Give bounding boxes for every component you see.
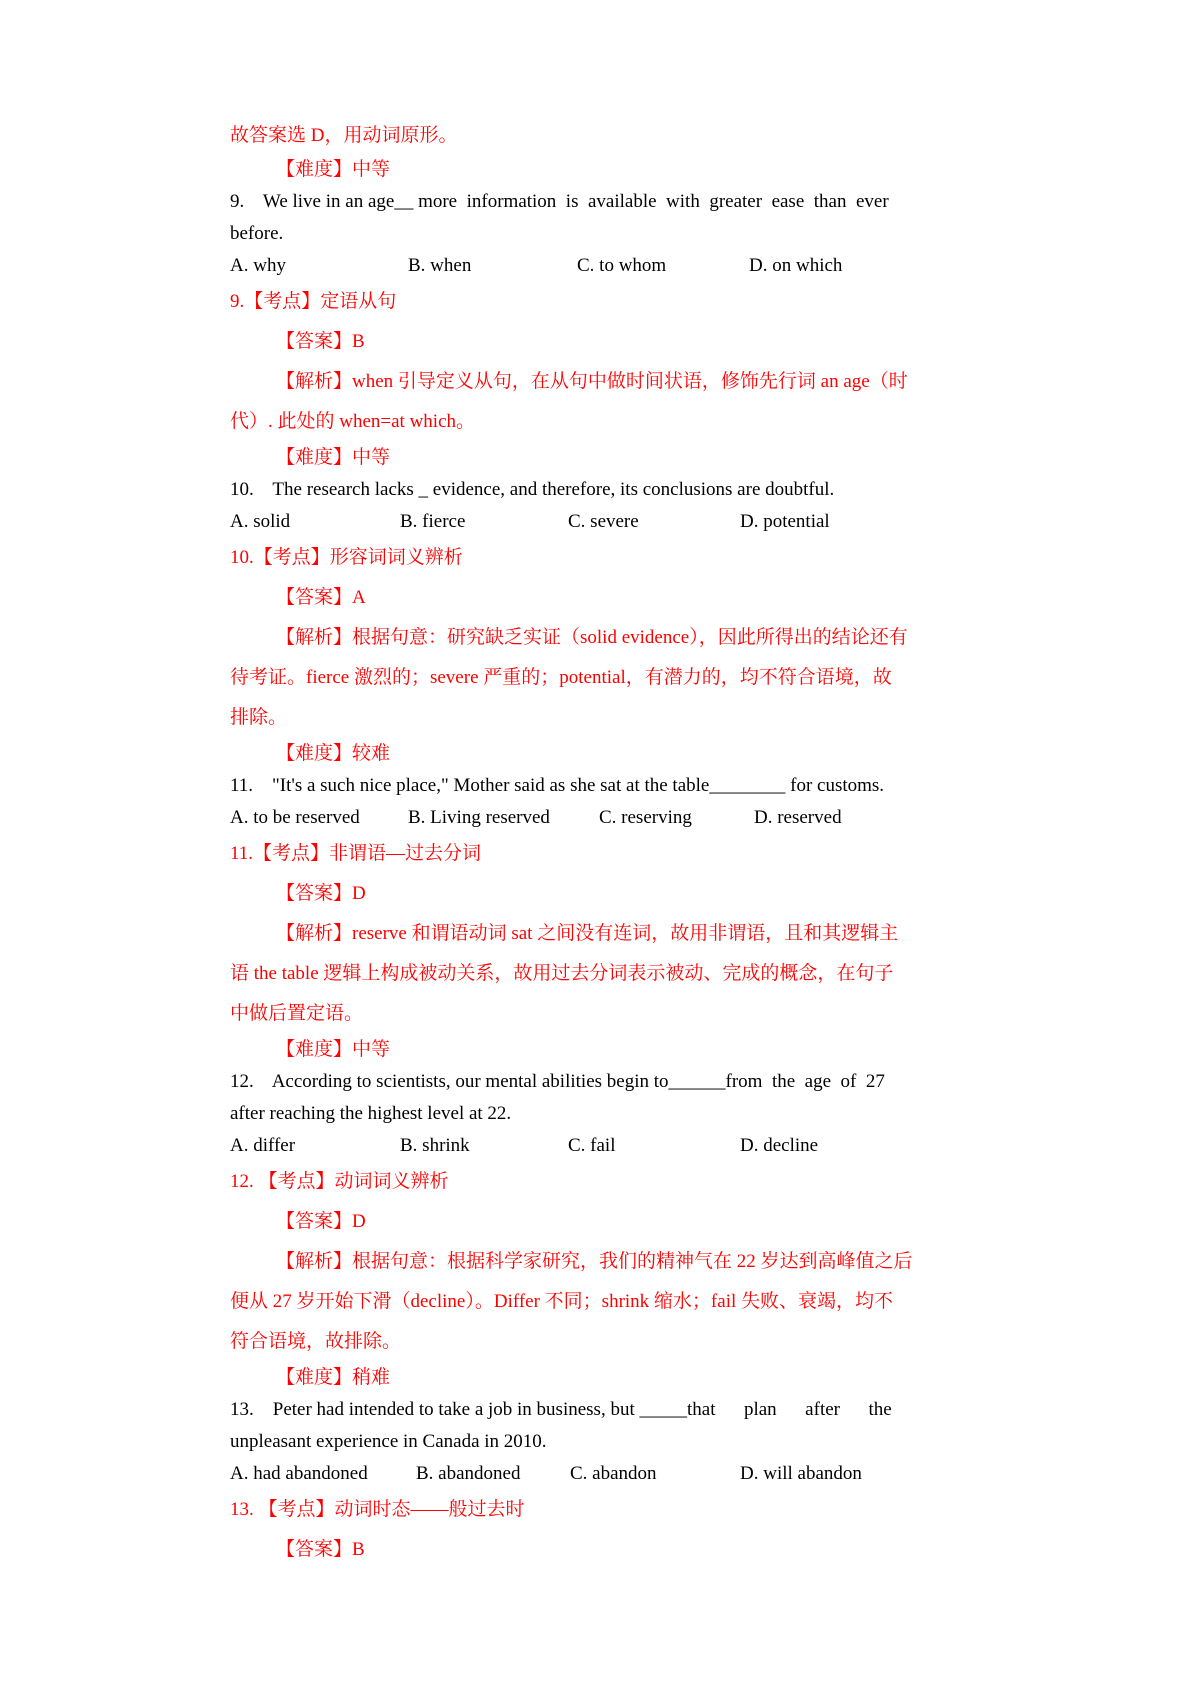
question-10-analysis: 【解析】根据句意：研究缺乏实证（solid evidence），因此所得出的结论还有 (276, 627, 908, 648)
option-b: B. shrink (400, 1135, 470, 1156)
option-d: D. potential (740, 511, 830, 532)
option-c: C. reserving (599, 807, 692, 828)
question-11-options (230, 802, 980, 834)
option-d: D. on which (749, 255, 843, 276)
option-c: C. fail (568, 1135, 616, 1156)
question-12-difficulty: 【难度】稍难 (276, 1367, 391, 1388)
question-11-difficulty: 【难度】中等 (276, 1039, 391, 1060)
question-9-text: 9. We live in an age__ more information is available with greater ease than ever (230, 191, 889, 212)
question-12-options (230, 1130, 980, 1162)
question-12-text: 12. According to scientists, our mental abilities begin to______from the age of 27 (230, 1071, 885, 1092)
question-12-analysis-end: 符合语境，故排除。 (230, 1331, 402, 1352)
question-13-point: 13. 【考点】动词时态——般过去时 (230, 1499, 525, 1520)
option-c: C. severe (568, 511, 639, 532)
option-b: B. abandoned (416, 1463, 521, 1484)
question-9-analysis: 【解析】when 引导定义从句，在从句中做时间状语，修饰先行词 an age（时 (276, 371, 908, 392)
option-c: C. abandon (570, 1463, 657, 1484)
question-10-text: 10. The research lacks _ evidence, and therefore, its conclusions are doubtful. (230, 479, 835, 500)
question-9-difficulty: 【难度】中等 (276, 447, 391, 468)
question-11-answer: 【答案】D (276, 883, 366, 904)
option-d: D. decline (740, 1135, 819, 1156)
option-d: D. will abandon (740, 1463, 862, 1484)
question-9-options (230, 250, 980, 282)
question-12-answer: 【答案】D (276, 1211, 366, 1232)
question-10-difficulty: 【难度】较难 (276, 743, 391, 764)
question-11-point: 11.【考点】非谓语—过去分词 (230, 843, 482, 864)
conclusion-text: 故答案选 D，用动词原形。 (230, 125, 458, 146)
document-page (230, 118, 980, 1570)
question-11-analysis: 【解析】reserve 和谓语动词 sat 之间没有连词，故用非谓语，且和其逻辑主 (276, 923, 899, 944)
option-a: A. to be reserved (230, 807, 360, 828)
question-12-analysis-cont: 便从 27 岁开始下滑（decline）。Differ 不同；shrink 缩水；fail 失败、衰竭，均不 (230, 1291, 893, 1312)
option-b: B. Living reserved (408, 807, 550, 828)
option-c: C. to whom (577, 255, 667, 276)
question-10-analysis-end: 排除。 (230, 707, 288, 728)
option-b: B. fierce (400, 511, 466, 532)
question-13-text-cont: unpleasant experience in Canada in 2010. (230, 1431, 547, 1452)
difficulty-label: 【难度】中等 (276, 159, 391, 180)
question-10-options (230, 506, 980, 538)
option-a: A. had abandoned (230, 1463, 368, 1484)
question-12-text-cont: after reaching the highest level at 22. (230, 1103, 512, 1124)
question-13-options (230, 1458, 980, 1490)
question-9-answer: 【答案】B (276, 331, 365, 352)
option-d: D. reserved (754, 807, 842, 828)
option-a: A. why (230, 255, 286, 276)
option-b: B. when (408, 255, 472, 276)
question-10-point: 10.【考点】形容词词义辨析 (230, 547, 463, 568)
question-11-text: 11. "It's a such nice place," Mother said as she sat at the table________ for customs. (230, 775, 885, 796)
question-9-point: 9.【考点】定语从句 (230, 291, 397, 312)
question-13-text: 13. Peter had intended to take a job in business, but _____that plan after the (230, 1399, 892, 1420)
question-9-analysis-cont: 代）. 此处的 when=at which。 (230, 411, 476, 432)
question-9-text-cont: before. (230, 223, 284, 244)
question-12-point: 12. 【考点】动词词义辨析 (230, 1171, 449, 1192)
question-11-analysis-end: 中做后置定语。 (230, 1003, 364, 1024)
question-10-answer: 【答案】A (276, 587, 366, 608)
question-11-analysis-cont: 语 the table 逻辑上构成被动关系，故用过去分词表示被动、完成的概念，在句子 (230, 963, 894, 984)
question-12-analysis: 【解析】根据句意：根据科学家研究，我们的精神气在 22 岁达到高峰值之后 (276, 1251, 913, 1272)
question-13-answer: 【答案】B (276, 1539, 365, 1560)
option-a: A. solid (230, 511, 291, 532)
question-10-analysis-cont: 待考证。fierce 激烈的；severe 严重的；potential，有潜力的，均不符合语境，故 (230, 667, 892, 688)
option-a: A. differ (230, 1135, 296, 1156)
